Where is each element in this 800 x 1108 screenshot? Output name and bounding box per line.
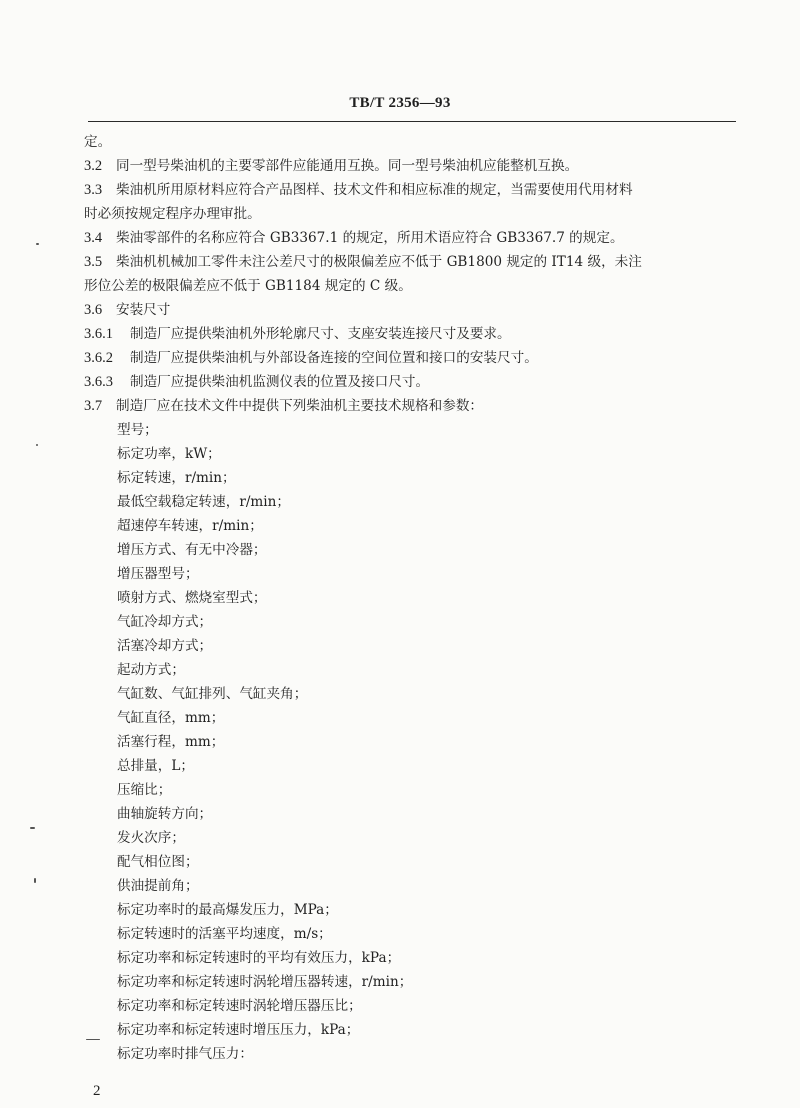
- clause-3-7: [84, 394, 744, 418]
- clause-3-6-2: [84, 346, 744, 370]
- list-item: 供油提前角；: [117, 878, 199, 894]
- clause-text: 柴油机机械加工零件未注公差尺寸的极限偏差应不低于 GB1800 规定的 IT14 级，未注: [116, 254, 642, 270]
- clause-text: 柴油机所用原材料应符合产品图样、技术文件和相应标准的规定，当需要使用代用材料: [116, 182, 633, 198]
- list-item: 压缩比；: [117, 782, 172, 798]
- list-item: 气缸直径，mm；: [117, 710, 225, 726]
- list-item: 喷射方式、燃烧室型式；: [117, 590, 267, 606]
- list-item: 标定功率时的最高爆发压力，MPa；: [117, 902, 338, 918]
- header-rule: [88, 121, 736, 122]
- clause-3-4: [84, 226, 744, 250]
- list-item: 标定转速，r/min；: [117, 470, 236, 486]
- clause-number: 3.2: [84, 158, 103, 174]
- clause-3-5: [84, 250, 744, 274]
- list-item: 曲轴旋转方向；: [117, 806, 213, 822]
- list-item: 配气相位图；: [117, 854, 199, 870]
- clause-text: 制造厂应提供柴油机外形轮廓尺寸、支座安装连接尺寸及要求。: [130, 326, 511, 342]
- clause-3-6-3: [84, 370, 744, 394]
- clause-number: 3.5: [84, 254, 103, 270]
- clause-text: 制造厂应提供柴油机与外部设备连接的空间位置和接口的安装尺寸。: [130, 350, 538, 366]
- list-item: 型号；: [117, 422, 158, 438]
- list-item: 标定功率和标定转速时涡轮增压器转速，r/min；: [117, 974, 413, 990]
- list-item: 超速停车转速，r/min；: [117, 518, 263, 534]
- list-item: 标定转速时的活塞平均速度，m/s；: [117, 926, 332, 942]
- list-item: 增压方式、有无中冷器；: [117, 542, 267, 558]
- list-item: 气缸冷却方式；: [117, 614, 213, 630]
- list-item: 标定功率和标定转速时增压压力，kPa；: [117, 1022, 360, 1038]
- clause-text: 同一型号柴油机的主要零部件应能通用互换。同一型号柴油机应能整机互换。: [116, 158, 579, 174]
- clause-text-continued: 形位公差的极限偏差应不低于 GB1184 规定的 C 级。: [84, 278, 412, 294]
- list-item: 最低空载稳定转速，r/min；: [117, 494, 291, 510]
- paragraph-line: [84, 130, 744, 154]
- clause-text: 制造厂应提供柴油机监测仪表的位置及接口尺寸。: [130, 374, 430, 390]
- clause-3-2: [84, 154, 744, 178]
- clause-3-5-continued: [84, 274, 744, 298]
- list-item: 增压器型号；: [117, 566, 199, 582]
- page-header: TB/T 2356—93: [349, 95, 451, 111]
- list-item: 活塞冷却方式；: [117, 638, 213, 654]
- clause-text: 安装尺寸: [116, 302, 171, 318]
- clause-3-6: [84, 298, 744, 322]
- scan-speck: [34, 878, 36, 883]
- document-body: [84, 130, 744, 1066]
- clause-number: 3.6.1: [84, 326, 113, 342]
- scan-speck: [30, 827, 35, 829]
- list-item: 起动方式；: [117, 662, 185, 678]
- clause-text: 柴油零部件的名称应符合 GB3367.1 的规定，所用术语应符合 GB3367.7 的规定。: [116, 230, 624, 246]
- clause-text-continued: 时必须按规定程序办理审批。: [84, 206, 261, 222]
- clause-3-6-1: [84, 322, 744, 346]
- scan-speck: [36, 243, 39, 245]
- scan-speck: [86, 1039, 100, 1040]
- page-number: 2: [93, 1083, 101, 1099]
- list-item: 活塞行程，mm；: [117, 734, 225, 750]
- clause-3-3-continued: [84, 202, 744, 226]
- clause-number: 3.6.3: [84, 374, 113, 390]
- list-item: 气缸数、气缸排列、气缸夹角；: [117, 686, 308, 702]
- clause-number: 3.6.2: [84, 350, 113, 366]
- list-item: 标定功率，kW；: [117, 446, 221, 462]
- clause-3-3: [84, 178, 744, 202]
- list-item: 标定功率和标定转速时的平均有效压力，kPa；: [117, 950, 401, 966]
- clause-number: 3.3: [84, 182, 103, 198]
- list-item: 发火次序；: [117, 830, 185, 846]
- paragraph-text: 定。: [84, 134, 112, 150]
- clause-number: 3.4: [84, 230, 103, 246]
- scan-speck: [36, 444, 38, 446]
- clause-number: 3.6: [84, 302, 103, 318]
- clause-number: 3.7: [84, 398, 103, 414]
- list-item: 标定功率和标定转速时涡轮增压器压比；: [117, 998, 362, 1014]
- list-item: 总排量，L；: [117, 758, 194, 774]
- list-item: 标定功率时排气压力：: [117, 1046, 253, 1062]
- clause-text: 制造厂应在技术文件中提供下列柴油机主要技术规格和参数：: [116, 398, 484, 414]
